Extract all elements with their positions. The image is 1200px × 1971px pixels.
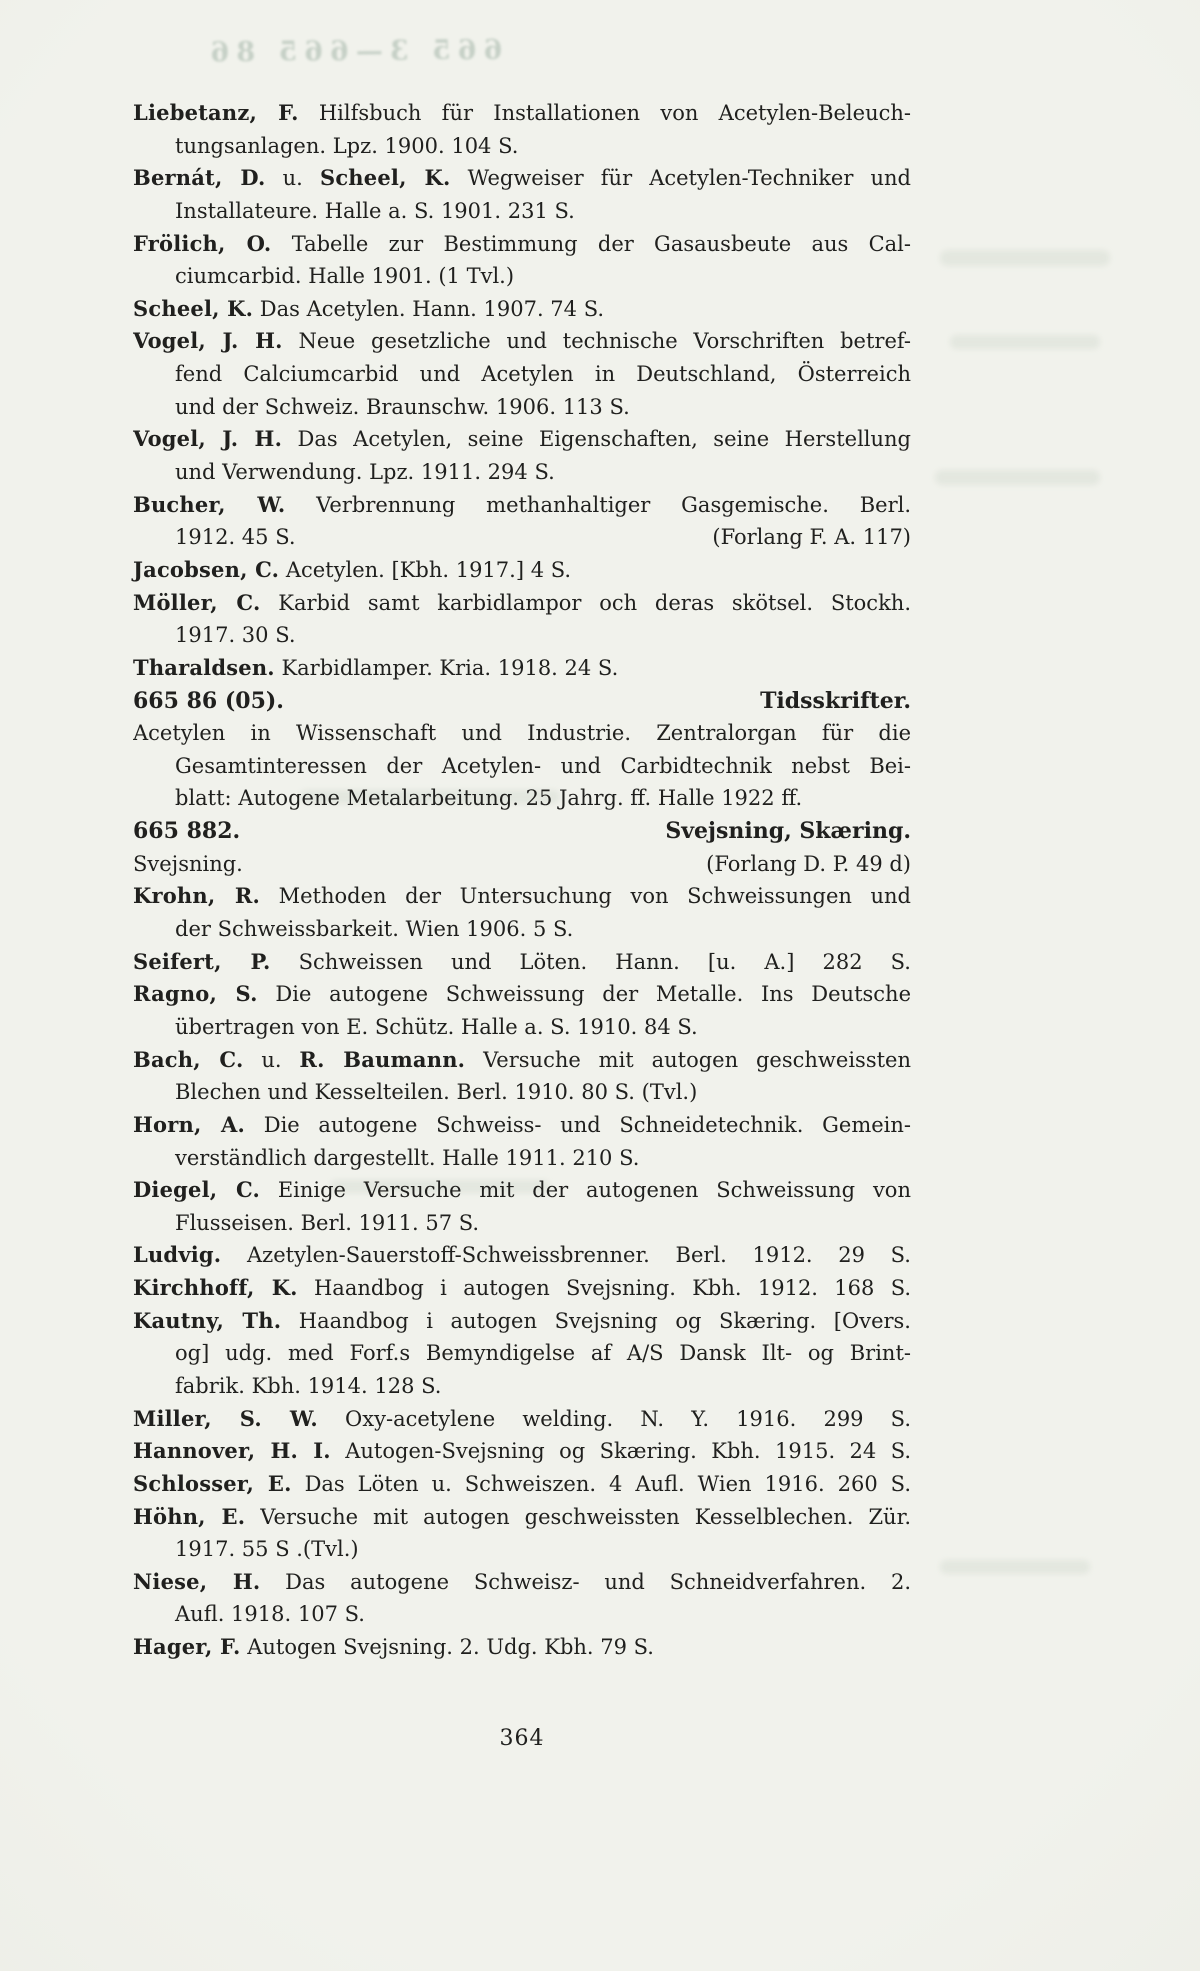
bibliography-line (133, 162, 911, 195)
author-name: Hannover, H. I. (133, 1438, 331, 1464)
entry-text: Acetylen. [Kbh. 1917.] 4 S. (279, 557, 572, 582)
author-name: Höhn, E. (133, 1503, 246, 1529)
bibliography-line (133, 1403, 911, 1436)
entry-text: Das autogene Schweisz- und Schneidverfahren. 2. (260, 1569, 911, 1594)
author-name: Vogel, J. H. (133, 328, 283, 354)
author-name: Liebetanz, F. (133, 100, 299, 125)
author-name: Möller, C. (133, 589, 261, 615)
page-number: 364 (499, 1726, 545, 1751)
author-name: Bucher, W. (133, 491, 286, 517)
entry-text: Karbid samt karbidlampor och deras skötsel. Stockh. (260, 590, 911, 615)
bibliography-line (133, 1435, 911, 1468)
entry-text: Autogen Svejsning. 2. Udg. Kbh. 79 S. (240, 1635, 654, 1660)
bibliography-line (133, 554, 911, 587)
text-column (133, 97, 911, 1664)
entry-text: Versuche mit autogen geschweissten (465, 1047, 911, 1072)
entry-text: der Schweissbarkeit. Wien 1906. 5 S. (175, 917, 574, 942)
entry-text: fend Calciumcarbid und Acetylen in Deutschland, Österreich (175, 362, 911, 387)
entry-text: Versuche mit autogen geschweissten Kesselblechen. Zür. (245, 1504, 911, 1529)
bibliography-line (133, 1044, 911, 1077)
entry-text: 1917. 55 S .(Tvl.) (175, 1537, 359, 1562)
entry-text: 1912. 45 S. (175, 525, 296, 550)
entry-text: Schweissen und Löten. Hann. [u. A.] 282 S. (270, 949, 911, 974)
entry-text: Das Löten u. Schweiszen. 4 Aufl. Wien 1916. 260 S. (291, 1471, 911, 1496)
author-name: Bernát, D. (133, 165, 266, 191)
bibliography-line (175, 358, 911, 391)
entry-text: u. (243, 1047, 300, 1072)
entry-text: Gesamtinteressen der Acetylen- und Carbidtechnik nebst Bei- (175, 753, 911, 778)
author-name: Jacobsen, C. (133, 556, 280, 582)
section-title: Tidsskrifter. (760, 687, 911, 714)
author-name: Diegel, C. (133, 1177, 260, 1203)
section-heading (133, 685, 911, 718)
entry-text: Hilfsbuch für Installationen von Acetylen-Beleuch- (298, 101, 911, 125)
entry-text: Wegweiser für Acetylen-Techniker und (450, 166, 911, 191)
entry-text: ciumcarbid. Halle 1901. (1 Tvl.) (175, 264, 515, 289)
bibliography-line (133, 880, 911, 913)
bibliography-line (133, 97, 911, 130)
section-heading (133, 815, 911, 848)
entry-text: und der Schweiz. Braunschw. 1906. 113 S. (175, 394, 630, 419)
bibliography-line (175, 1011, 911, 1044)
bibliography-line (175, 1370, 911, 1403)
bibliography-line (175, 130, 911, 163)
author-name: Scheel, K. (319, 165, 451, 191)
author-name: Kirchhoff, K. (133, 1275, 298, 1301)
entry-text: Haandbog i autogen Svejsning. Kbh. 1912. 168 S. (297, 1276, 911, 1301)
bibliography-line (175, 750, 911, 783)
entry-text: Oxy-acetylene welding. N. Y. 1916. 299 S. (317, 1406, 911, 1431)
author-name: Ragno, S. (133, 981, 258, 1007)
author-name: Hager, F. (133, 1634, 241, 1660)
bibliography-line (133, 1501, 911, 1534)
author-name: Frölich, O. (133, 230, 272, 256)
bibliography-line (175, 195, 911, 228)
section-number: 665 882. (133, 818, 241, 845)
entry-text: verständlich dargestellt. Halle 1911. 210 S. (175, 1145, 640, 1170)
bibliography-line (133, 1566, 911, 1599)
bibliography-line (175, 521, 911, 554)
bibliography-line (133, 1272, 911, 1305)
bibliography-line (133, 1468, 911, 1501)
section-title: Svejsning, Skæring. (665, 818, 911, 845)
author-name: Niese, H. (133, 1568, 261, 1594)
entry-text: Azetylen-Sauerstoff-Schweissbrenner. Berl. 1912. 29 S. (221, 1243, 911, 1268)
bibliography-line (133, 587, 911, 620)
bibliography-line (175, 1533, 911, 1566)
entry-text: Karbidlamper. Kria. 1918. 24 S. (274, 655, 619, 680)
bleed-through-text: 665 3—665 86 (203, 34, 503, 69)
entry-text: Verbrennung methanhaltiger Gasgemische. Berl. (285, 492, 911, 517)
bibliography-line (175, 619, 911, 652)
entry-text: Die autogene Schweissung der Metalle. Ins Deutsche (257, 982, 911, 1007)
author-name: Ludvig. (133, 1242, 222, 1268)
bibliography-line (175, 782, 911, 815)
scan-artifact (950, 335, 1100, 349)
entry-text: Aufl. 1918. 107 S. (175, 1602, 365, 1627)
bibliography-line (133, 717, 911, 750)
bibliography-line (133, 1174, 911, 1207)
author-name: R. Baumann. (299, 1046, 466, 1072)
bibliography-line (175, 1337, 911, 1370)
entry-text: blatt: Autogene Metalarbeitung. 25 Jahrg. ff. Halle 1922 ff. (175, 786, 803, 811)
entry-text: Methoden der Untersuchung von Schweissungen und (259, 884, 911, 909)
scan-artifact (940, 250, 1110, 266)
bibliography-line (175, 913, 911, 946)
author-name: Kautny, Th. (133, 1307, 282, 1333)
entry-text: fabrik. Kbh. 1914. 128 S. (175, 1373, 442, 1398)
author-name: Krohn, R. (133, 883, 260, 909)
bibliography-line (133, 652, 911, 685)
entry-text: Tabelle zur Bestimmung der Gasausbeute aus Cal- (271, 231, 911, 256)
entry-text: Das Acetylen, seine Eigenschaften, seine Herstellung (282, 427, 911, 452)
bibliography-line (175, 260, 911, 293)
entry-text: u. (265, 166, 320, 191)
bibliography-line (133, 293, 911, 326)
entry-text: Neue gesetzliche und technische Vorschriften betref- (282, 329, 911, 354)
catalog-reference: (Forlang F. A. 117) (712, 525, 911, 550)
entry-text: Blechen und Kesselteilen. Berl. 1910. 80 S. (Tvl.) (175, 1080, 698, 1105)
bibliography-line (175, 456, 911, 489)
entry-text: Flusseisen. Berl. 1911. 57 S. (175, 1210, 480, 1235)
entry-text: Acetylen in Wissenschaft und Industrie. Zentralorgan für die (133, 721, 911, 746)
entry-text: 1917. 30 S. (175, 623, 296, 648)
entry-text: übertragen von E. Schütz. Halle a. S. 1910. 84 S. (175, 1014, 698, 1039)
bibliography-line (175, 1076, 911, 1109)
author-name: Vogel, J. H. (133, 426, 283, 452)
entry-text: Das Acetylen. Hann. 1907. 74 S. (253, 296, 605, 321)
bibliography-line (133, 1239, 911, 1272)
bibliography-line (175, 1207, 911, 1240)
entry-text: Installateure. Halle a. S. 1901. 231 S. (175, 198, 575, 223)
entry-text: Einige Versuche mit der autogenen Schweissung von (260, 1178, 911, 1203)
scan-artifact (935, 470, 1100, 485)
bibliography-line (175, 391, 911, 424)
section-number: 665 86 (05). (133, 687, 284, 714)
bibliography-line (133, 228, 911, 261)
bibliography-line (175, 1142, 911, 1175)
author-name: Miller, S. W. (133, 1405, 318, 1431)
bibliography-line (133, 946, 911, 979)
author-name: Seifert, P. (133, 948, 271, 974)
bibliography-line (133, 1631, 911, 1664)
author-name: Scheel, K. (133, 295, 254, 321)
bibliography-line (133, 1305, 911, 1338)
entry-text: tungsanlagen. Lpz. 1900. 104 S. (175, 133, 519, 158)
entry-text: og] udg. med Forf.s Bemyndigelse af A/S Dansk Ilt- og Brint- (175, 1341, 911, 1366)
entry-text: Svejsning. (133, 851, 243, 876)
bibliography-line (133, 1109, 911, 1142)
scan-artifact (940, 1560, 1090, 1574)
bibliography-line (133, 489, 911, 522)
entry-text: und Verwendung. Lpz. 1911. 294 S. (175, 460, 555, 485)
bibliography-line (133, 325, 911, 358)
author-name: Schlosser, E. (133, 1470, 292, 1496)
entry-text: Haandbog i autogen Svejsning og Skæring. [Overs. (281, 1308, 911, 1333)
author-name: Horn, A. (133, 1111, 246, 1137)
author-name: Bach, C. (133, 1046, 244, 1072)
bibliography-line (133, 848, 911, 881)
bibliography-line (175, 1598, 911, 1631)
entry-text: Die autogene Schweiss- und Schneidetechnik. Gemein- (245, 1112, 911, 1137)
bibliography-line (133, 423, 911, 456)
catalog-reference: (Forlang D. P. 49 d) (706, 851, 911, 876)
bibliography-line (133, 978, 911, 1011)
author-name: Tharaldsen. (133, 654, 275, 680)
entry-text: Autogen-Svejsning og Skæring. Kbh. 1915. 24 S. (330, 1439, 911, 1464)
